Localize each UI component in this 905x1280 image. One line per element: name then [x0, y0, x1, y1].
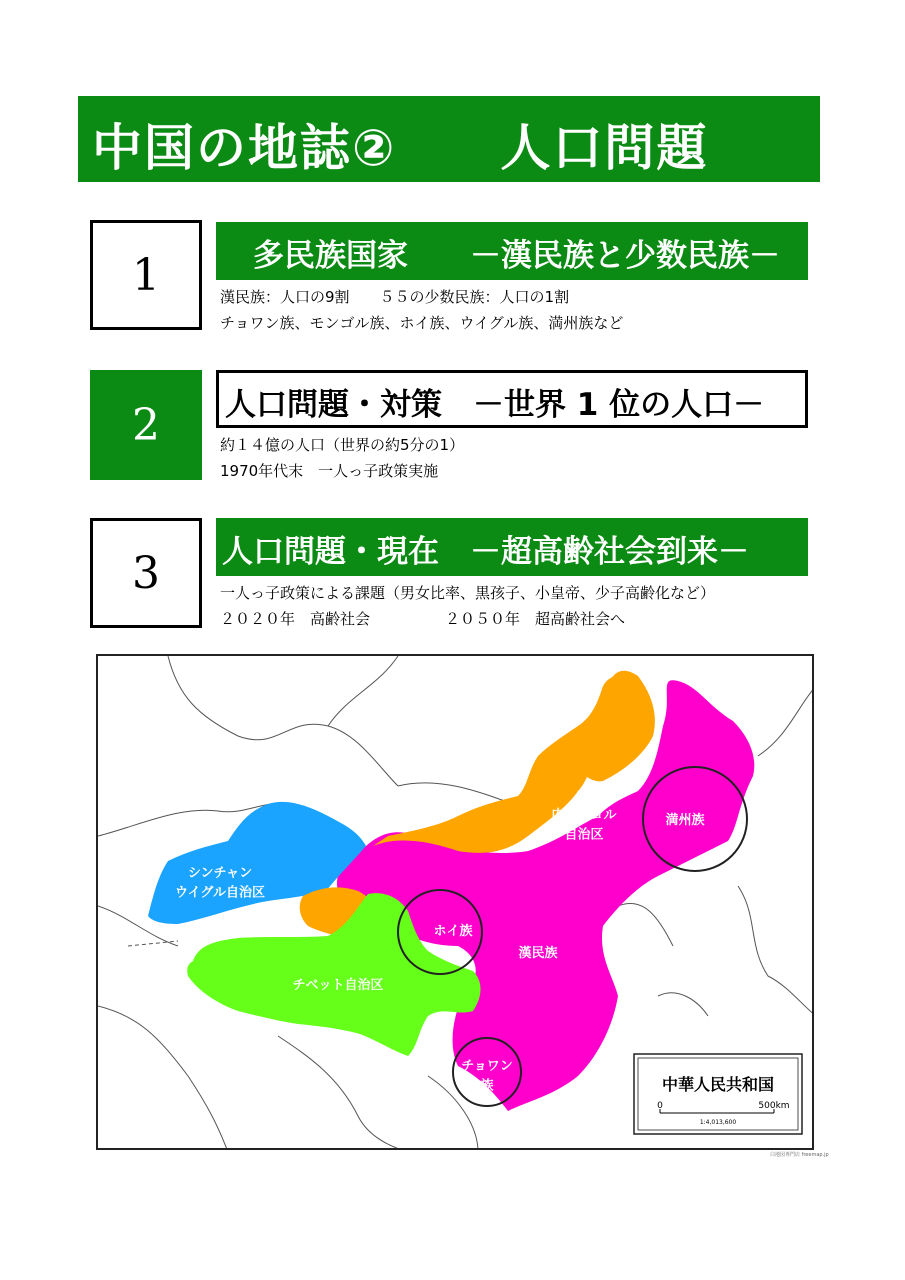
border-line — [658, 993, 708, 1016]
label-xinjiang-line-1-line-1: シンチャン — [187, 866, 253, 881]
label-inner-mongolia-line-2: 自治区 — [564, 827, 604, 843]
legend-title: 中華人民共和国 — [661, 1075, 775, 1094]
label-tibet: チベット自治区 — [292, 978, 384, 993]
section-3-heading: 人口問題・現在 －超高齢社会到来－ — [222, 534, 749, 570]
section-1-number: 1 — [90, 220, 202, 330]
border-line — [738, 886, 814, 1016]
label-manchu: 満州族 — [665, 813, 705, 828]
border-line — [328, 656, 398, 726]
map-credit: 白地図専門店 freemap.jp — [770, 1152, 829, 1158]
border-line — [618, 903, 673, 946]
title-bar — [78, 96, 820, 182]
label-zhuang-line-2: 族 — [480, 1078, 494, 1094]
ethnic-map — [96, 654, 814, 1150]
section-2-line-2: 1970年代末 一人っ子政策実施 — [220, 462, 439, 480]
label-han: 漢民族 — [518, 946, 558, 961]
section-2-heading: 人口問題・対策 －世界 1 位の人口－ — [225, 387, 765, 423]
border-line — [758, 686, 814, 756]
section-1-line-1: 漢民族：人口の9割 ５５の少数民族：人口の1割 — [220, 288, 570, 306]
section-1-heading: 多民族国家 －漢民族と少数民族－ — [222, 238, 780, 274]
legend-scale-end: 500km — [758, 1101, 790, 1111]
map-legend — [634, 1054, 802, 1134]
border-line — [278, 1036, 408, 1150]
map-svg — [98, 656, 814, 1150]
border-line — [168, 656, 398, 786]
label-hui: ホイ族 — [433, 924, 473, 939]
section-2-heading-bar — [216, 370, 808, 428]
section-3-line-1: 一人っ子政策による課題（男女比率、黒孩子、小皇帝、少子高齢化など） — [220, 584, 716, 602]
page-title: 中国の地誌② 人口問題 — [92, 119, 709, 177]
section-3-heading-bar — [216, 518, 808, 576]
section-2-line-1: 約１４億の人口（世界の約5分の1） — [220, 436, 465, 454]
section-3-number: 3 — [90, 518, 202, 628]
label-xinjiang-line-1-line-2: ウイグル自治区 — [175, 885, 265, 901]
border-line — [428, 1076, 478, 1150]
section-2-number: 2 — [90, 370, 202, 480]
border-line — [98, 1006, 228, 1150]
legend-scale-start: 0 — [657, 1101, 663, 1111]
legend-ratio: 1:4,013,600 — [699, 1119, 737, 1126]
section-1-line-2: チョワン族、モンゴル族、ホイ族、ウイグル族、満州族など — [220, 314, 624, 332]
section-3-line-2: ２０２０年 高齢社会 ２０５０年 超高齢社会へ — [220, 610, 626, 628]
label-inner-mongolia-line-1: 内モンゴル — [551, 808, 617, 823]
section-1-heading-bar — [216, 222, 808, 280]
label-zhuang-line-1: チョワン — [461, 1059, 513, 1074]
